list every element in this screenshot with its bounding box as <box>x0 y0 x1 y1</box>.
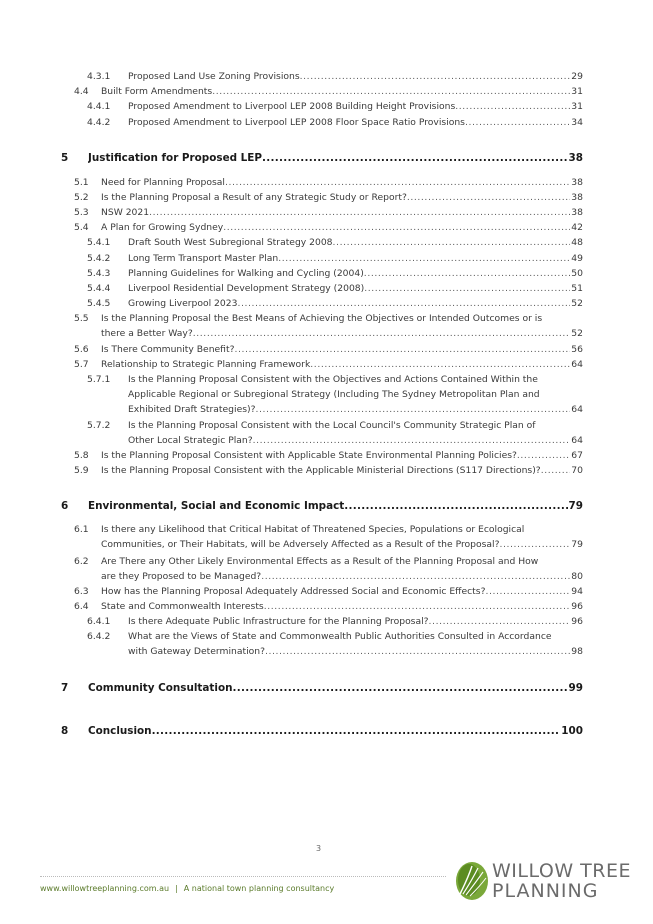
toc-entry-page: 56 <box>571 344 583 355</box>
toc-entry-number: 5.4.4 <box>87 283 111 294</box>
toc-entry-number: 5.4 <box>74 222 89 233</box>
toc-chapter-number: 7 <box>61 682 69 694</box>
toc-entry-page: 38 <box>571 177 583 188</box>
logo-word-bottom: PLANNING <box>492 880 599 902</box>
toc-entry-page: 34 <box>571 117 583 128</box>
toc-entry-page: 31 <box>571 86 583 97</box>
toc-entry-title: Is there any Likelihood that Critical Habitat of Threatened Species, Populations or Ecological <box>101 524 525 535</box>
logo-word-top: WILLOW TREE <box>492 860 631 882</box>
toc-entry-page: 38 <box>571 192 583 203</box>
toc-chapter-title: Justification for Proposed LEP <box>88 152 263 164</box>
toc-entry-number: 5.3 <box>74 207 89 218</box>
toc-entry-number: 5.5 <box>74 313 89 324</box>
toc-entry-number: 4.4 <box>74 86 89 97</box>
toc-entry-title: Planning Guidelines for Walking and Cycling (2004) <box>128 268 364 279</box>
toc-entry-page: 79 <box>571 539 583 550</box>
toc-entry-title-continued: Communities, or Their Habitats, will be Adversely Affected as a Result of the Proposal? <box>101 539 500 550</box>
toc-chapter-page: 79 <box>568 500 583 512</box>
toc-entry-page: 64 <box>571 435 583 446</box>
toc-entry-page: 70 <box>571 465 583 476</box>
toc-entry-title: State and Commonwealth Interests <box>101 601 264 612</box>
footer-tagline: A national town planning consultancy <box>183 884 335 893</box>
page-number: 3 <box>316 844 322 853</box>
toc-chapter-number: 5 <box>61 152 69 164</box>
toc-entry-title: Liverpool Residential Development Strategy (2008) <box>128 283 365 294</box>
willow-tree-planning-logo <box>452 858 631 904</box>
toc-entry-title: Is the Planning Proposal Consistent with the Local Council's Community Strategic Plan of <box>128 420 536 431</box>
toc-entry-number: 4.4.2 <box>87 117 111 128</box>
toc-entry-title: Is the Planning Proposal a Result of any Strategic Study or Report? <box>101 192 407 203</box>
toc-entry-page: 96 <box>571 616 583 627</box>
toc-entry-number: 6.4.1 <box>87 616 111 627</box>
toc-entry-title: Is the Planning Proposal Consistent with the Applicable Ministerial Directions (S117 Directions)? <box>101 465 541 476</box>
toc-entry-page: 98 <box>571 646 583 657</box>
toc-entry-page: 48 <box>571 237 583 248</box>
toc-entry-number: 5.6 <box>74 344 89 355</box>
toc-entry-title-continued: Applicable Regional or Subregional Strategy (Including The Sydney Metropolitan Plan and <box>128 389 540 400</box>
toc-entry-title: Growing Liverpool 2023 <box>128 298 238 309</box>
toc-entry-number: 5.4.5 <box>87 298 111 309</box>
toc-entry-title: Draft South West Subregional Strategy 2008 <box>128 237 333 248</box>
toc-entry-number: 5.1 <box>74 177 89 188</box>
footer <box>40 884 334 893</box>
toc-chapter-title: Community Consultation <box>88 682 233 694</box>
toc-entry-number: 6.4 <box>74 601 89 612</box>
toc-entry-title: A Plan for Growing Sydney <box>101 222 224 233</box>
toc-entry-title-continued: Exhibited Draft Strategies)? <box>128 404 256 415</box>
toc-chapter-number: 6 <box>61 500 69 512</box>
toc-entry-title: Is the Planning Proposal Consistent with Applicable State Environmental Planning Policies? <box>101 450 517 461</box>
toc-entry-number: 6.1 <box>74 524 89 535</box>
toc-entry-page: 96 <box>571 601 583 612</box>
toc-entry-page: 80 <box>571 571 583 582</box>
toc-entry-number: 6.4.2 <box>87 631 111 642</box>
toc-entry-title: Built Form Amendments <box>101 86 213 97</box>
footer-divider <box>40 876 446 877</box>
toc-entry-title: Is there Adequate Public Infrastructure for the Planning Proposal? <box>128 616 429 627</box>
toc-entry-page: 94 <box>571 586 583 597</box>
toc-entry-page: 29 <box>571 71 583 82</box>
toc-entry-number: 5.4.1 <box>87 237 111 248</box>
toc-entry-page: 52 <box>571 298 583 309</box>
toc-entry-number: 5.4.3 <box>87 268 111 279</box>
toc-entry-number: 5.7.1 <box>87 374 111 385</box>
toc-entry-title-continued: with Gateway Determination? <box>128 646 265 657</box>
toc-entry-title: Need for Planning Proposal <box>101 177 225 188</box>
tree-leaf-icon <box>452 860 492 902</box>
toc-entry-title: Relationship to Strategic Planning Framework <box>101 359 311 370</box>
toc-entry-title: NSW 2021 <box>101 207 150 218</box>
toc-entry-number: 4.4.1 <box>87 101 111 112</box>
toc-entry-title: Proposed Land Use Zoning Provisions <box>128 71 300 82</box>
toc-entry-page: 64 <box>571 359 583 370</box>
toc-entry-page: 64 <box>571 404 583 415</box>
toc-entry-page: 51 <box>571 283 583 294</box>
toc-chapter-number: 8 <box>61 725 69 737</box>
toc-entry-number: 5.7 <box>74 359 89 370</box>
toc-chapter-title: Environmental, Social and Economic Impact <box>88 500 345 512</box>
toc-entry-page: 67 <box>571 450 583 461</box>
toc-entry-title: Is the Planning Proposal Consistent with the Objectives and Actions Contained Within the <box>128 374 538 385</box>
toc-entry-title: Is There Community Benefit? <box>101 344 235 355</box>
toc-entry-title: Is the Planning Proposal the Best Means of Achieving the Objectives or Intended Outcomes or is <box>101 313 543 324</box>
toc-entry-number: 5.8 <box>74 450 89 461</box>
toc-entry-page: 50 <box>571 268 583 279</box>
toc-entry-title-continued: Other Local Strategic Plan? <box>128 435 253 446</box>
toc-chapter-title: Conclusion <box>88 725 152 737</box>
toc-entry-title: How has the Planning Proposal Adequately Addressed Social and Economic Effects? <box>101 586 486 597</box>
toc-entry-page: 38 <box>571 207 583 218</box>
toc-entry-page: 42 <box>571 222 583 233</box>
toc-entry-number: 4.3.1 <box>87 71 111 82</box>
toc-entry-number: 5.2 <box>74 192 89 203</box>
toc-chapter-page: 99 <box>568 682 583 694</box>
toc-entry-number: 6.2 <box>74 556 89 567</box>
toc-entry-title-continued: there a Better Way? <box>101 328 193 339</box>
toc-chapter-page: 38 <box>568 152 583 164</box>
toc-entry-title: Long Term Transport Master Plan <box>128 253 279 264</box>
toc-entry-page: 31 <box>571 101 583 112</box>
toc-entry-page: 49 <box>571 253 583 264</box>
toc-entry-number: 5.7.2 <box>87 420 111 431</box>
footer-separator: | <box>175 884 178 893</box>
toc-entry-number: 5.4.2 <box>87 253 111 264</box>
toc-entry-title: What are the Views of State and Commonwealth Public Authorities Consulted in Accordance <box>128 631 552 642</box>
toc-entry-number: 6.3 <box>74 586 89 597</box>
toc-chapter-page: 100 <box>561 725 583 737</box>
toc-entry-title-continued: are they Proposed to be Managed? <box>101 571 262 582</box>
toc-entry-title: Are There any Other Likely Environmental Effects as a Result of the Planning Proposal and How <box>101 556 539 567</box>
toc-entry-title: Proposed Amendment to Liverpool LEP 2008 Building Height Provisions <box>128 101 456 112</box>
toc-entry-title: Proposed Amendment to Liverpool LEP 2008 Floor Space Ratio Provisions <box>128 117 465 128</box>
toc-entry-page: 52 <box>571 328 583 339</box>
footer-website-link[interactable]: www.willowtreeplanning.com.au <box>40 884 170 893</box>
toc-entry-number: 5.9 <box>74 465 89 476</box>
